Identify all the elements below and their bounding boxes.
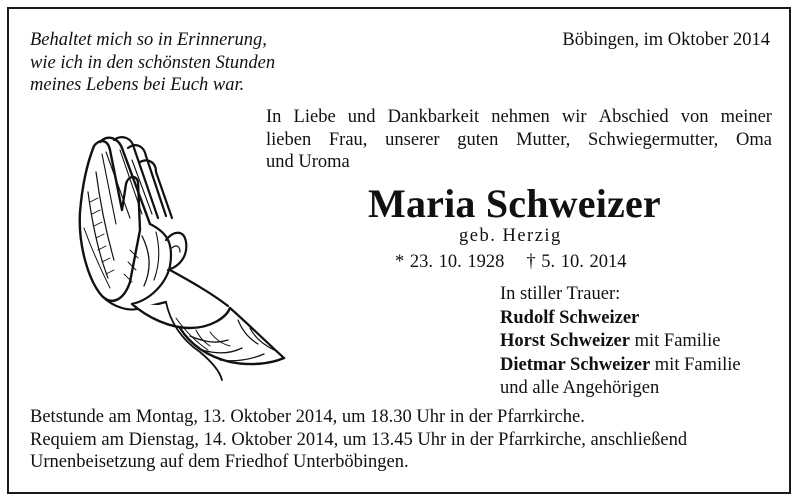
word: Dankbarkeit [387,107,480,127]
word: guten [457,129,499,150]
word: Liebe [293,107,336,127]
birth-date: * 23. 10. 1928 [395,252,505,272]
death-date: † 5. 10. 2014 [526,252,627,272]
mourner-suffix: mit Familie [650,354,741,375]
service-line: Requiem am Dienstag, 14. Oktober 2014, um 13.45 Uhr in der Pfarrkirche, anschließend [30,429,688,450]
verse-line: meines Lebens bei Euch war. [30,75,245,95]
service-line: Urnenbeisetzung auf dem Friedhof Unterböbingen. [30,452,409,472]
service-line: Betstunde am Montag, 13. Oktober 2014, um 18.30 Uhr in der Pfarrkirche. [30,407,585,427]
mourner-entry [500,354,741,378]
word: wir [561,107,587,127]
praying-hands-icon [70,132,292,382]
farewell-line-1 [266,106,772,129]
memorial-verse [30,29,275,97]
word: und [347,107,376,127]
word: von [680,107,709,127]
mourners-list [500,283,741,401]
mourner-name: Dietmar Schweizer [500,354,651,375]
mourner-name: Rudolf Schweizer [500,307,640,328]
word: lieben [266,129,312,150]
mourner-suffix: mit Familie [629,331,721,351]
verse-line: Behaltet mich so in Erinnerung, [30,30,267,50]
mourner-name: Horst Schweizer [500,331,630,351]
place-and-date: Böbingen, im Oktober 2014 [562,30,770,50]
life-dates [395,252,627,273]
word: Oma [735,129,772,150]
verse-line: wie ich in den schönsten Stunden [30,52,276,73]
word: In [266,107,282,127]
word: meiner [720,107,772,127]
farewell-text [266,106,772,174]
word: Frau, [328,129,368,150]
word: Schwiegermutter, [588,129,719,150]
mourner-entry [500,307,741,331]
farewell-line-2 [266,129,772,152]
mourners-heading: In stiller Trauer: [500,284,621,304]
mourners-closing: und alle Angehörigen [500,378,660,398]
word: unserer [385,129,440,150]
word: Mutter, [516,129,571,150]
mourner-entry [500,330,741,354]
farewell-line-3: und Uroma [266,152,350,172]
service-details [30,406,687,474]
deceased-name: Maria Schweizer [368,181,661,226]
maiden-name: geb. Herzig [459,226,562,246]
word: Abschied [598,107,669,127]
word: nehmen [491,107,550,127]
